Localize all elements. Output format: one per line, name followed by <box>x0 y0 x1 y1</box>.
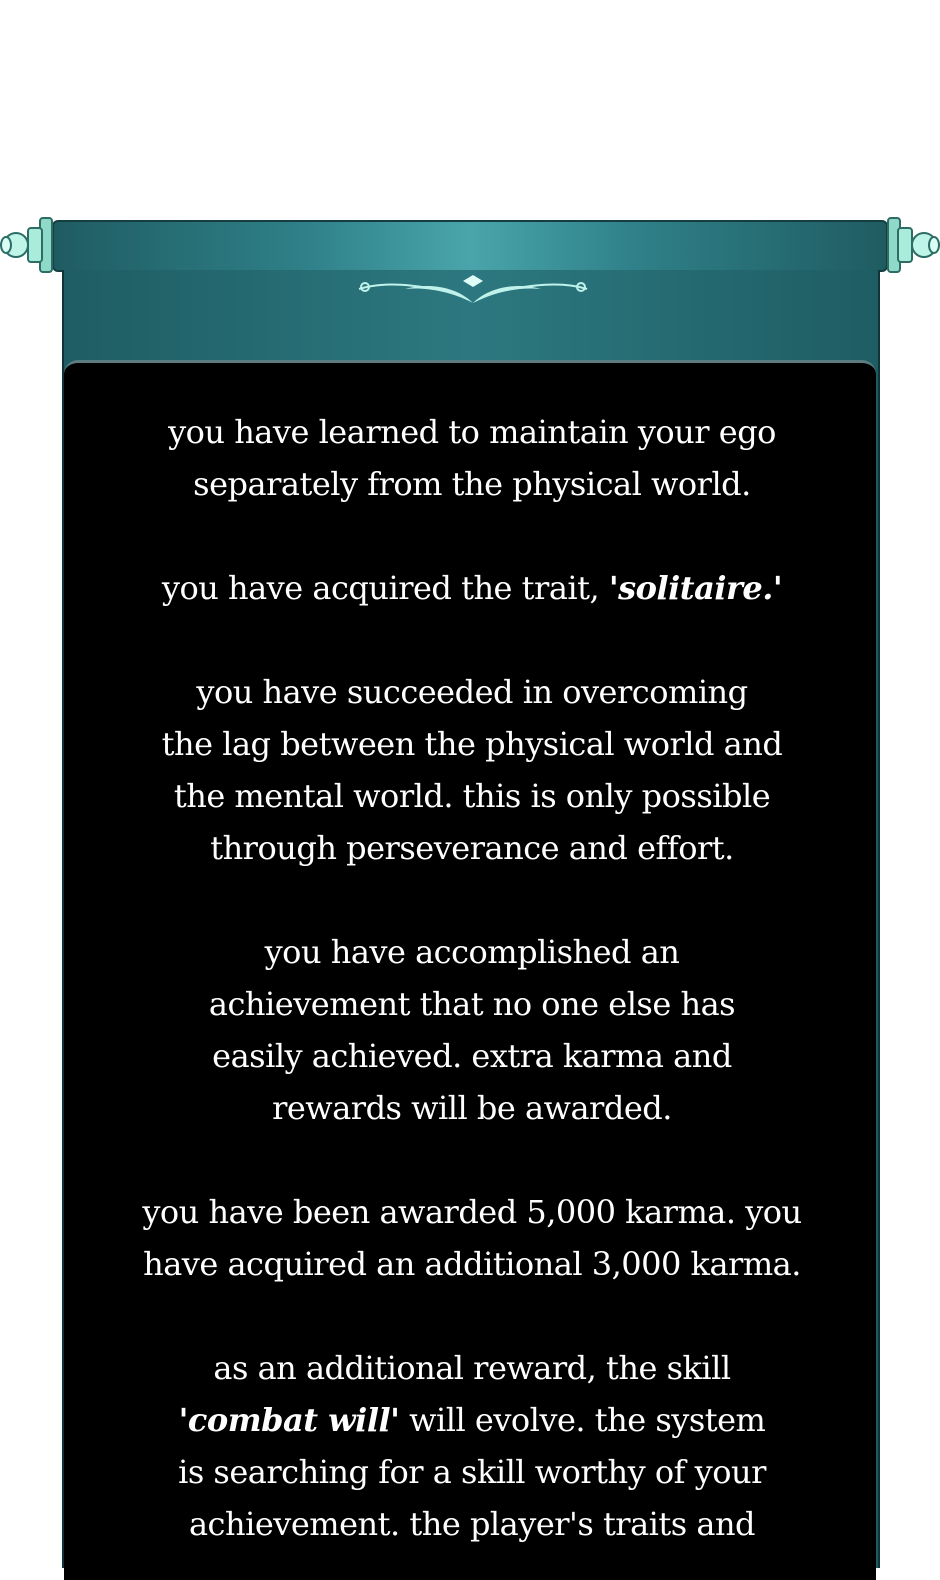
message-reward-line-2 <box>92 1394 852 1446</box>
trait-prefix: you have acquired the trait, <box>161 569 609 607</box>
message-achievement-line-2: achievement that no one else has <box>208 985 736 1023</box>
skill-name: 'combat will' <box>178 1401 400 1439</box>
message-trait-acquired <box>92 562 852 614</box>
message-reward-line-3: is searching for a skill worthy of your <box>178 1453 766 1491</box>
message-karma-line-2: have acquired an additional 3,000 karma. <box>143 1245 801 1283</box>
message-achievement-line-3: easily achieved. extra karma and <box>212 1037 732 1075</box>
message-lag-line-4: through perseverance and effort. <box>210 829 734 867</box>
rod-bar <box>52 220 888 272</box>
trait-name: 'solitaire.' <box>608 569 783 607</box>
rod-right-finial-icon <box>884 214 940 276</box>
skill-evolve-text: will evolve. the system <box>399 1401 766 1439</box>
message-lag-line-1: you have succeeded in overcoming <box>196 673 748 711</box>
rod-left-finial-icon <box>0 214 56 276</box>
message-reward-line-4: achievement. the player's traits and <box>188 1505 756 1543</box>
scroll-top-rod <box>0 214 940 276</box>
message-achievement-line-4: rewards will be awarded. <box>272 1089 672 1127</box>
message-karma-line-1: you have been awarded 5,000 karma. you <box>142 1193 802 1231</box>
flourish-ornament-icon <box>355 275 591 305</box>
message-ego-line-1: you have learned to maintain your ego <box>168 413 776 451</box>
message-reward-line-1: as an additional reward, the skill <box>213 1349 731 1387</box>
message-lag-line-2: the lag between the physical world and <box>161 725 783 763</box>
message-ego-line-2: separately from the physical world. <box>193 465 751 503</box>
message-lag-line-3: the mental world. this is only possible <box>173 777 771 815</box>
message-achievement-line-1: you have accomplished an <box>264 933 680 971</box>
